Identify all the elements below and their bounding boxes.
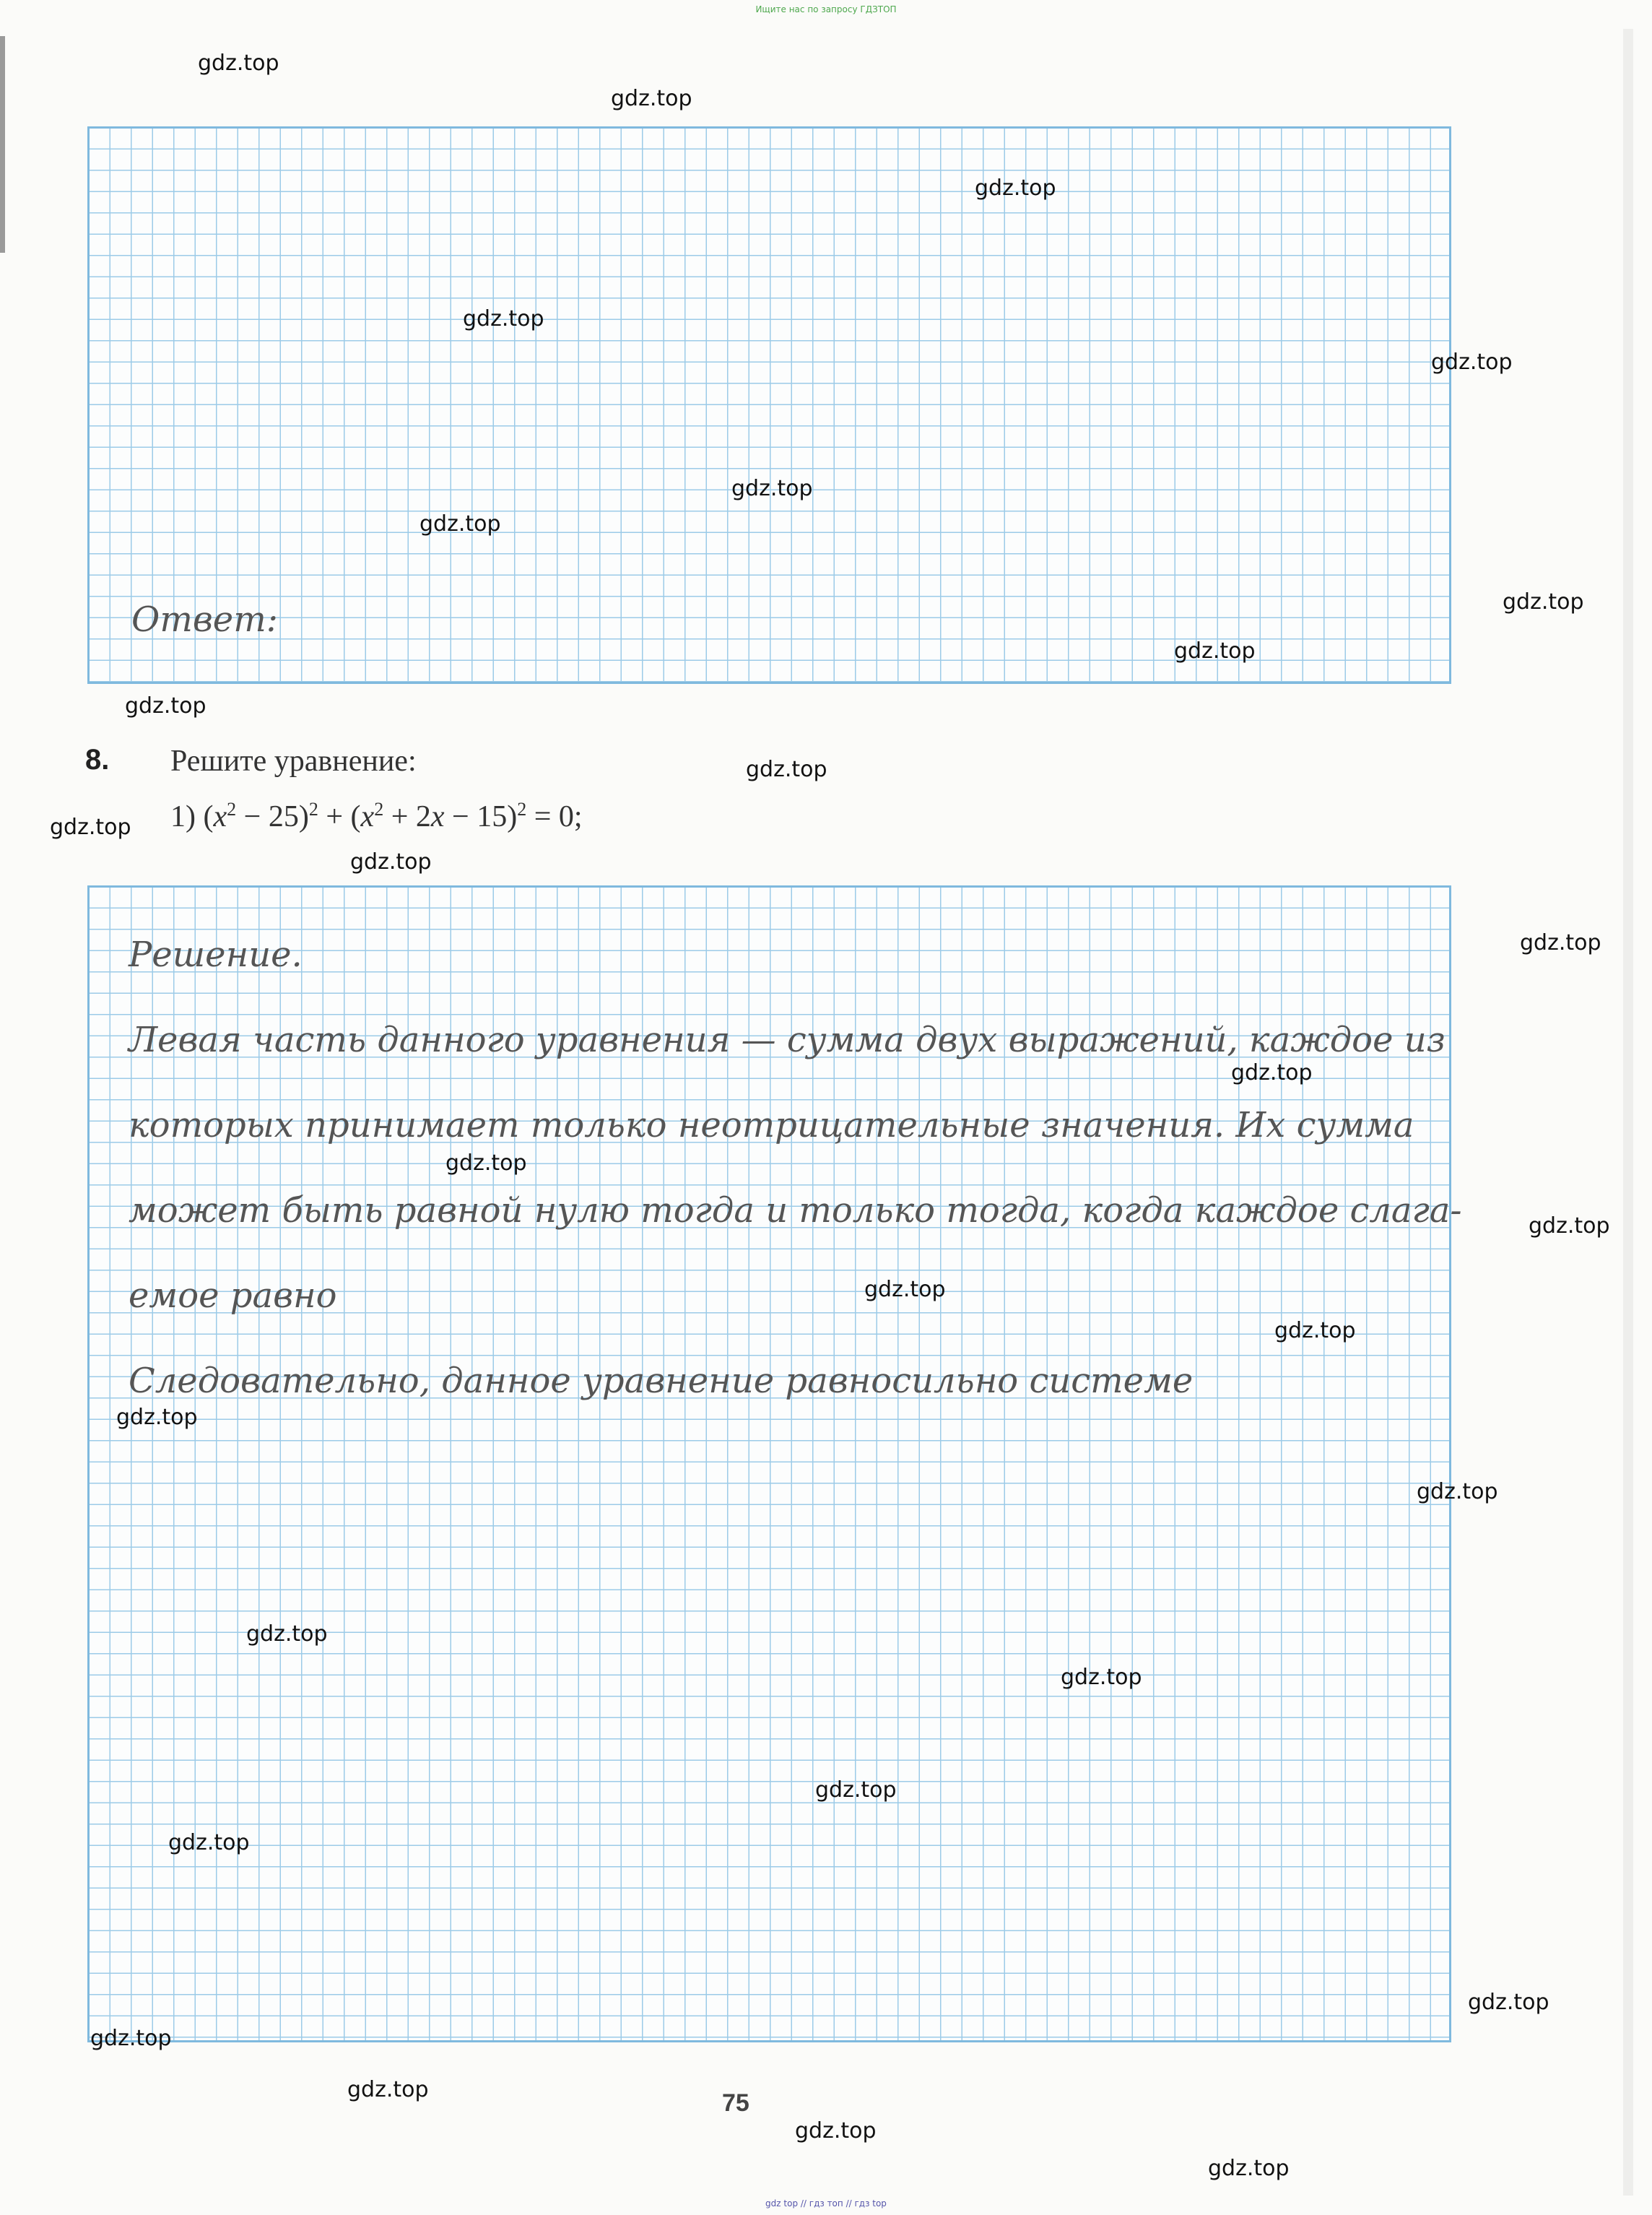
- watermark: gdz.top: [1174, 638, 1256, 664]
- watermark: gdz.top: [116, 1405, 198, 1430]
- bottom-banner: gdz top // гдз топ // гдз top: [765, 2198, 887, 2209]
- watermark: gdz.top: [611, 86, 692, 111]
- watermark: gdz.top: [445, 1150, 527, 1176]
- watermark: gdz.top: [1431, 350, 1513, 375]
- watermark: gdz.top: [1529, 1213, 1610, 1239]
- solution-line-3: может быть равной нулю тогда и только тогда, когда каждое слага-: [129, 1190, 1462, 1231]
- watermark: gdz.top: [1061, 1665, 1142, 1690]
- watermark: gdz.top: [419, 511, 501, 537]
- page-number: 75: [722, 2089, 749, 2117]
- watermark: gdz.top: [864, 1277, 946, 1302]
- watermark: gdz.top: [1274, 1318, 1356, 1343]
- top-banner: Ищите нас по запросу ГДЗТОП: [755, 4, 897, 14]
- solution-heading: Решение.: [129, 935, 303, 975]
- answer-grid-1: [87, 126, 1451, 684]
- watermark: gdz.top: [246, 1621, 328, 1647]
- watermark: gdz.top: [1503, 589, 1584, 615]
- task-title: Решите уравнение:: [170, 745, 417, 778]
- solution-line-2: которых принимает только неотрицательные значения. Их сумма: [129, 1105, 1414, 1145]
- watermark: gdz.top: [1231, 1060, 1313, 1085]
- watermark: gdz.top: [50, 815, 131, 840]
- watermark: gdz.top: [90, 2026, 172, 2051]
- watermark: gdz.top: [198, 51, 279, 76]
- task-equation: 1) $(x^2 - 25)^2 + (x^2 + 2x - 15)^2 = 0$;: [170, 799, 583, 833]
- task-number: 8.: [85, 744, 110, 776]
- watermark: gdz.top: [1468, 1990, 1549, 2015]
- watermark: gdz.top: [975, 175, 1056, 201]
- watermark: gdz.top: [1208, 2156, 1290, 2181]
- watermark: gdz.top: [731, 476, 813, 501]
- watermark: gdz.top: [1417, 1479, 1498, 1504]
- solution-line-5: Следовательно, данное уравнение равносильно системе: [129, 1361, 1194, 1401]
- watermark: gdz.top: [795, 2118, 877, 2144]
- page-right-edge-shadow: [1623, 29, 1633, 2196]
- watermark: gdz.top: [125, 693, 206, 719]
- watermark: gdz.top: [1520, 930, 1601, 955]
- watermark: gdz.top: [746, 757, 827, 782]
- page-left-edge-shadow: [0, 36, 5, 253]
- watermark: gdz.top: [815, 1777, 897, 1803]
- watermark: gdz.top: [168, 1830, 250, 1855]
- watermark: gdz.top: [350, 849, 432, 875]
- answer-label: Ответ:: [131, 599, 278, 640]
- watermark: gdz.top: [347, 2077, 429, 2102]
- solution-line-4: емое равно: [129, 1275, 337, 1316]
- watermark: gdz.top: [463, 306, 544, 331]
- solution-line-1: Левая часть данного уравнения — сумма двух выражений, каждое из: [129, 1020, 1446, 1060]
